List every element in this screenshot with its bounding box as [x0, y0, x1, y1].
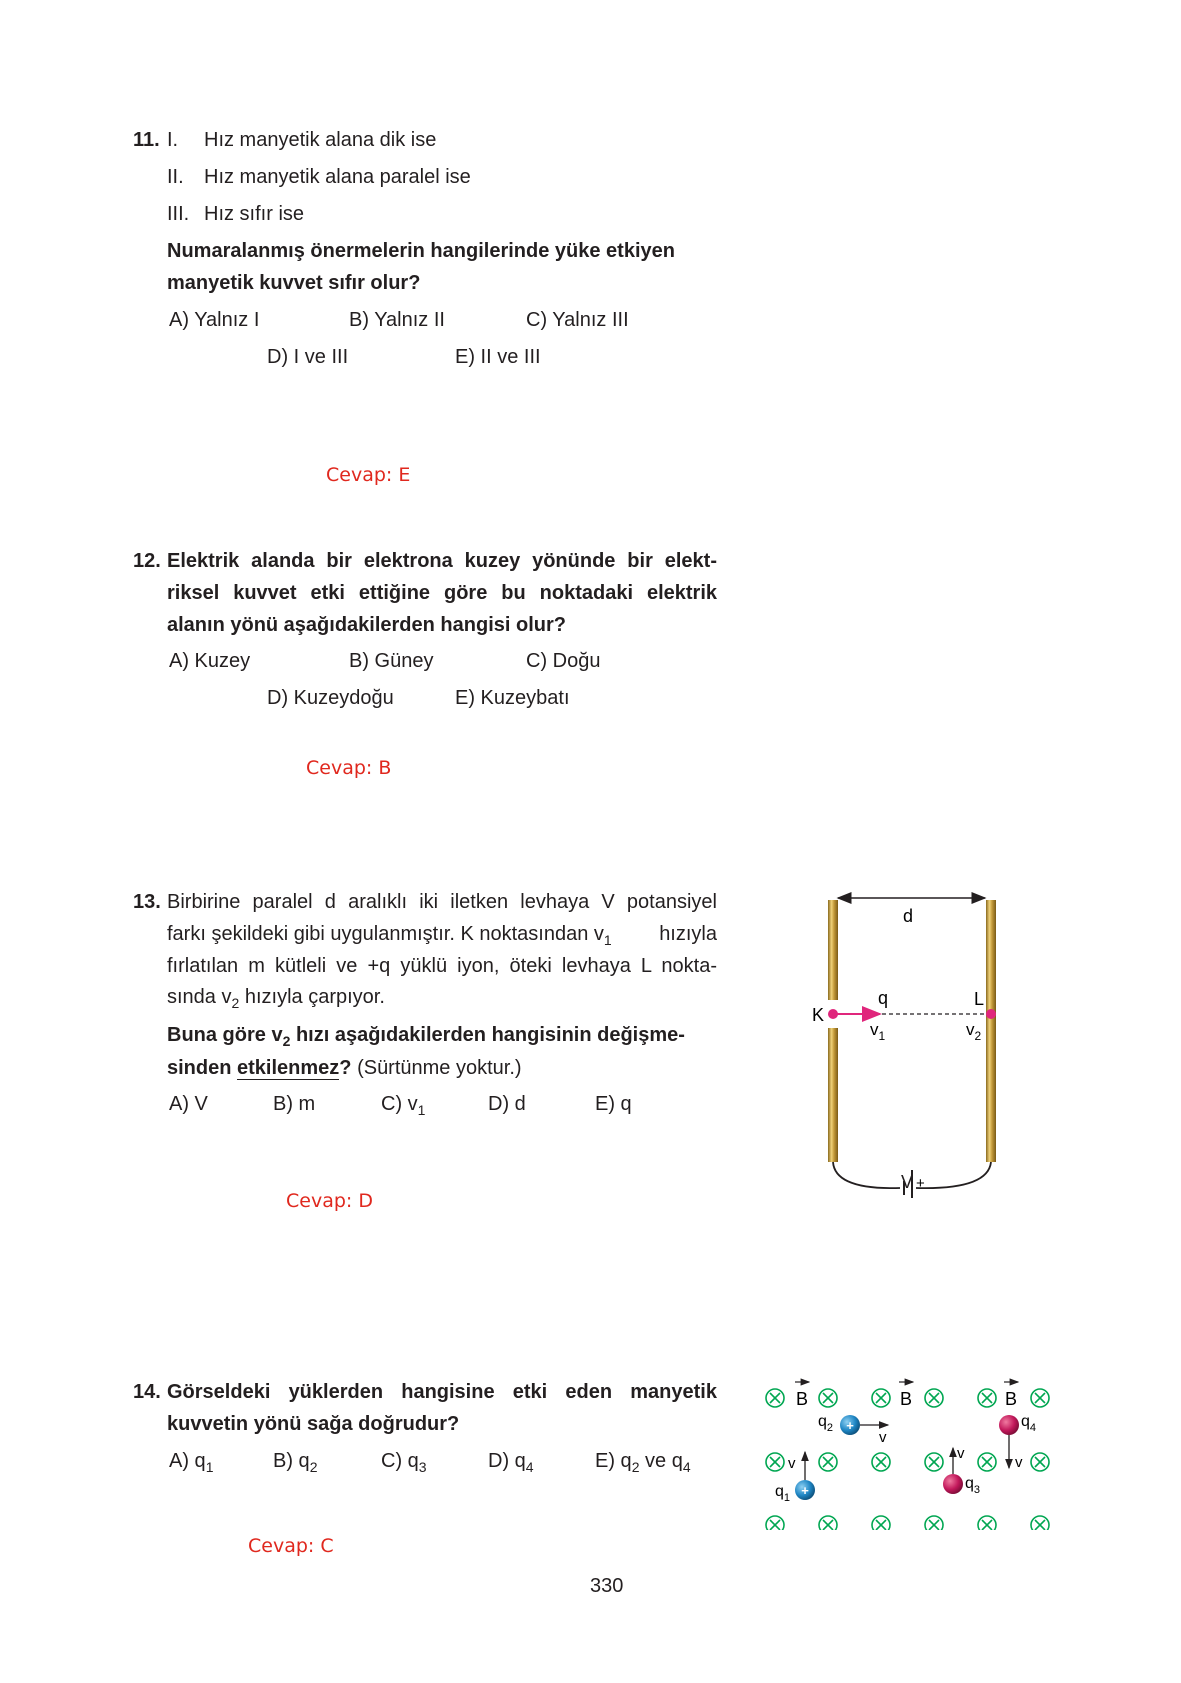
field-into-page-icon — [766, 1389, 784, 1407]
option-text: C) v — [381, 1093, 418, 1115]
option-text: D) q — [488, 1450, 526, 1472]
q1-label — [775, 1483, 790, 1504]
field-into-page-icon — [925, 1516, 943, 1530]
answer-label: Cevap: E — [326, 464, 411, 486]
option-c — [381, 1450, 427, 1473]
page-number: 330 — [590, 1575, 624, 1597]
stem-text — [167, 923, 612, 946]
option-c: C) Doğu — [526, 650, 601, 672]
subscript: 1 — [417, 1102, 426, 1118]
option-c — [381, 1093, 425, 1116]
charge-q3 — [943, 1474, 963, 1494]
field-into-page-icon — [872, 1389, 890, 1407]
field-into-page-icon — [925, 1389, 943, 1407]
option-text: B) q — [273, 1450, 310, 1472]
field-into-page-icon — [872, 1453, 890, 1471]
item-roman: III. — [167, 203, 190, 225]
left-plate-upper — [828, 900, 838, 1000]
question-stem: Görseldeki yüklerden hangisine etki eden manyetik — [167, 1381, 717, 1403]
capacitor-figure — [800, 888, 1010, 1198]
option-b: B) Yalnız II — [349, 309, 445, 331]
d-label: d — [902, 906, 914, 926]
magnetic-field-figure — [755, 1370, 1060, 1530]
v-label: v — [957, 1445, 965, 1462]
point-L — [986, 1009, 996, 1019]
B-label: B — [796, 1389, 809, 1409]
charge-sign: + — [801, 1483, 809, 1498]
option-e: E) Kuzeybatı — [455, 687, 570, 709]
option-b: B) m — [273, 1093, 316, 1115]
field-into-page-icon — [819, 1389, 837, 1407]
subscript: 2 — [309, 1459, 318, 1475]
question-stem: Numaralanmış önermelerin hangilerinde yüke etkiyen — [167, 240, 675, 262]
option-text: E) q — [595, 1450, 632, 1472]
subscript: 2 — [282, 1033, 291, 1049]
option-a: A) Yalnız I — [169, 309, 260, 331]
option-a — [169, 1450, 213, 1473]
field-into-page-icon — [978, 1453, 996, 1471]
q-subscript: 3 — [973, 1484, 981, 1496]
item-text: Hız sıfır ise — [204, 203, 305, 225]
question-number: 12. — [133, 550, 161, 572]
option-b: B) Güney — [349, 650, 434, 672]
subscript: 2 — [231, 995, 240, 1011]
subscript: 2 — [631, 1459, 640, 1475]
question-prompt — [167, 1057, 522, 1080]
item-text: Hız manyetik alana dik ise — [204, 129, 437, 151]
stem-part: farkı şekildeki gibi uygulanmıştır. K noktasından v — [167, 923, 604, 945]
q-text: q — [818, 1413, 827, 1430]
question-stem: manyetik kuvvet sıfır olur? — [167, 272, 421, 294]
plus-label: + — [916, 1175, 925, 1192]
K-label: K — [812, 1005, 825, 1025]
question-stem: alanın yönü aşağıdakilerden hangisi olur? — [167, 614, 566, 636]
q-subscript: 2 — [826, 1422, 834, 1434]
left-plate-lower — [828, 1028, 838, 1162]
q-text: q — [965, 1475, 974, 1492]
field-into-page-icon — [925, 1453, 943, 1471]
field-into-page-icon — [819, 1453, 837, 1471]
v-label: v — [879, 1429, 887, 1446]
prompt-part: ? — [339, 1057, 352, 1079]
subscript: 4 — [682, 1459, 691, 1475]
v-label: v — [788, 1455, 796, 1472]
option-e — [595, 1450, 691, 1473]
wire-left — [833, 1162, 900, 1188]
item-text: Hız manyetik alana paralel ise — [204, 166, 471, 188]
charge-q4 — [999, 1415, 1019, 1435]
option-text: ve q — [645, 1450, 683, 1472]
prompt-part: Buna göre v — [167, 1024, 283, 1046]
q2-label — [818, 1413, 833, 1434]
stem-part: hızıyla — [659, 923, 717, 945]
option-d: D) d — [488, 1093, 526, 1115]
field-into-page-icon — [819, 1516, 837, 1530]
question-stem: riksel kuvvet etki ettiğine göre bu noktadaki elektrik — [167, 582, 717, 604]
stem-part: sında v — [167, 986, 232, 1008]
question-stem — [167, 986, 385, 1009]
option-c: C) Yalnız III — [526, 309, 629, 331]
prompt-part: hızı aşağıdakilerden hangisinin değişme- — [295, 1024, 685, 1046]
option-a: A) Kuzey — [169, 650, 251, 672]
v1-subscript: 1 — [878, 1029, 886, 1043]
q3-label — [965, 1475, 980, 1496]
field-into-page-icon — [766, 1453, 784, 1471]
question-stem: kuvvetin yönü sağa doğrudur? — [167, 1413, 460, 1435]
V-label: V — [901, 1172, 914, 1192]
B-label: B — [900, 1389, 913, 1409]
field-into-page-icon — [766, 1516, 784, 1530]
question-number: 14. — [133, 1381, 161, 1403]
option-e: E) II ve III — [455, 346, 541, 368]
v2-text: v — [966, 1020, 975, 1039]
option-d: D) Kuzeydoğu — [267, 687, 394, 709]
q-text: q — [1021, 1413, 1030, 1430]
wire-right — [916, 1162, 991, 1188]
answer-label: Cevap: D — [286, 1190, 373, 1212]
prompt-part: sinden — [167, 1057, 232, 1079]
question-prompt — [167, 1024, 685, 1047]
q-label: q — [878, 988, 889, 1008]
item-roman: I. — [167, 129, 179, 151]
field-into-page-icon — [978, 1389, 996, 1407]
right-plate — [986, 900, 996, 1162]
subscript: 1 — [205, 1459, 214, 1475]
answer-label: Cevap: C — [248, 1535, 334, 1557]
option-d: D) I ve III — [267, 346, 349, 368]
note-text: (Sürtünme yoktur.) — [357, 1057, 522, 1079]
option-text: C) q — [381, 1450, 419, 1472]
v1-text: v — [870, 1020, 879, 1039]
question-number: 13. — [133, 891, 161, 913]
subscript: 4 — [525, 1459, 534, 1475]
v-label: v — [1015, 1454, 1023, 1471]
question-stem — [167, 923, 717, 946]
subscript: 3 — [418, 1459, 427, 1475]
option-e: E) q — [595, 1093, 632, 1115]
field-into-page-icon — [978, 1516, 996, 1530]
answer-label: Cevap: B — [306, 757, 392, 779]
option-a: A) V — [169, 1093, 208, 1115]
field-into-page-icon — [1031, 1516, 1049, 1530]
question-stem: Elektrik alanda bir elektrona kuzey yönünde bir elekt- — [167, 550, 717, 572]
q-subscript: 1 — [783, 1492, 791, 1504]
v1-label — [870, 1020, 886, 1043]
option-d — [488, 1450, 534, 1473]
v2-label — [966, 1020, 982, 1043]
q-text: q — [775, 1483, 784, 1500]
field-into-page-icon — [1031, 1453, 1049, 1471]
question-number: 11. — [133, 129, 160, 151]
subscript: 1 — [603, 932, 612, 948]
v2-subscript: 2 — [974, 1029, 982, 1043]
field-into-page-icon — [1031, 1389, 1049, 1407]
question-stem: fırlatılan m kütleli ve +q yüklü iyon, öteki levhaya L nokta- — [167, 955, 717, 977]
option-b — [273, 1450, 317, 1473]
charge-sign: + — [846, 1418, 854, 1433]
field-into-page-icon — [872, 1516, 890, 1530]
item-roman: II. — [167, 166, 184, 188]
q-subscript: 4 — [1029, 1422, 1037, 1434]
question-stem: Birbirine paralel d aralıklı iki iletken levhaya V potansiyel — [167, 891, 717, 913]
underlined-word: etkilenmez — [237, 1057, 340, 1079]
B-label: B — [1005, 1389, 1018, 1409]
q4-label — [1021, 1413, 1036, 1434]
L-label: L — [974, 989, 985, 1009]
stem-part: hızıyla çarpıyor. — [244, 986, 385, 1008]
option-text: A) q — [169, 1450, 206, 1472]
